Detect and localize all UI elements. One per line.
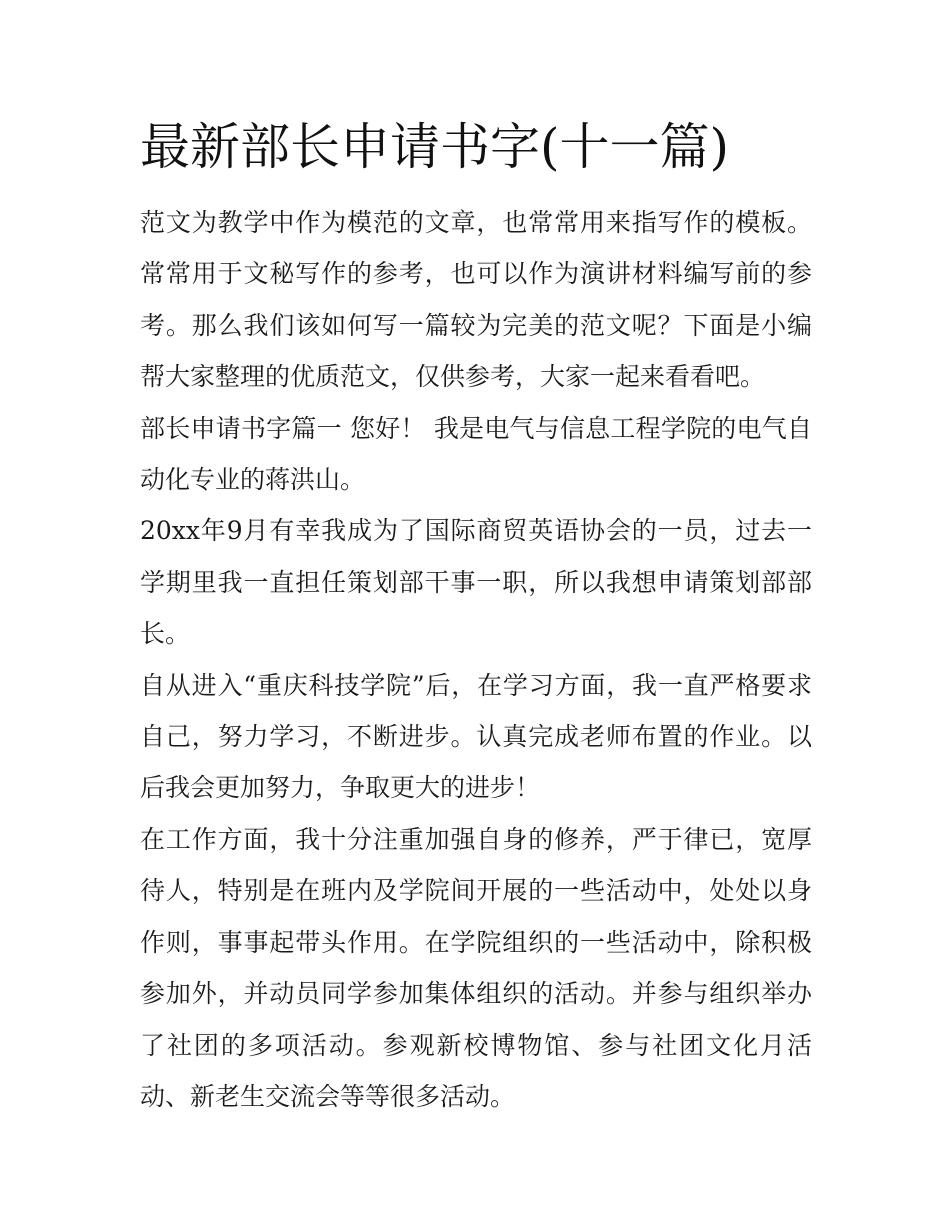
document-body <box>140 197 812 1122</box>
document-title: 最新部长申请书字(十一篇) <box>140 118 730 176</box>
greeting-paragraph: 部长申请书字篇一 您好！ 我是电气与信息工程学院的电气自动化专业的蒋洪山。 <box>140 413 812 495</box>
membership-paragraph: 20xx年9月有幸我成为了国际商贸英语协会的一员，过去一学期里我一直担任策划部干事一职，所以我想申请策划部部长。 <box>140 516 812 649</box>
intro-paragraph: 范文为教学中作为模范的文章，也常常用来指写作的模板。常常用于文秘写作的参考，也可以作为演讲材料编写前的参考。那么我们该如何写一篇较为完美的范文呢？下面是小编帮大家整理的优质范文，仅供参考，大家一起来看看吧。 <box>140 208 812 392</box>
study-paragraph: 自从进入“重庆科技学院”后，在学习方面，我一直严格要求自己，努力学习，不断进步。认真完成老师布置的作业。以后我会更加努力，争取更大的进步！ <box>140 670 812 803</box>
work-paragraph: 在工作方面，我十分注重加强自身的修养，严于律已，宽厚待人，特别是在班内及学院间开展的一些活动中，处处以身作则，事事起带头作用。在学院组织的一些活动中，除积极参加外，并动员同学参加集体组织的活动。并参与组织举办了社团的多项活动。参观新校博物馆、参与社团文化月活动、新老生交流会等等很多活动。 <box>140 824 812 1111</box>
